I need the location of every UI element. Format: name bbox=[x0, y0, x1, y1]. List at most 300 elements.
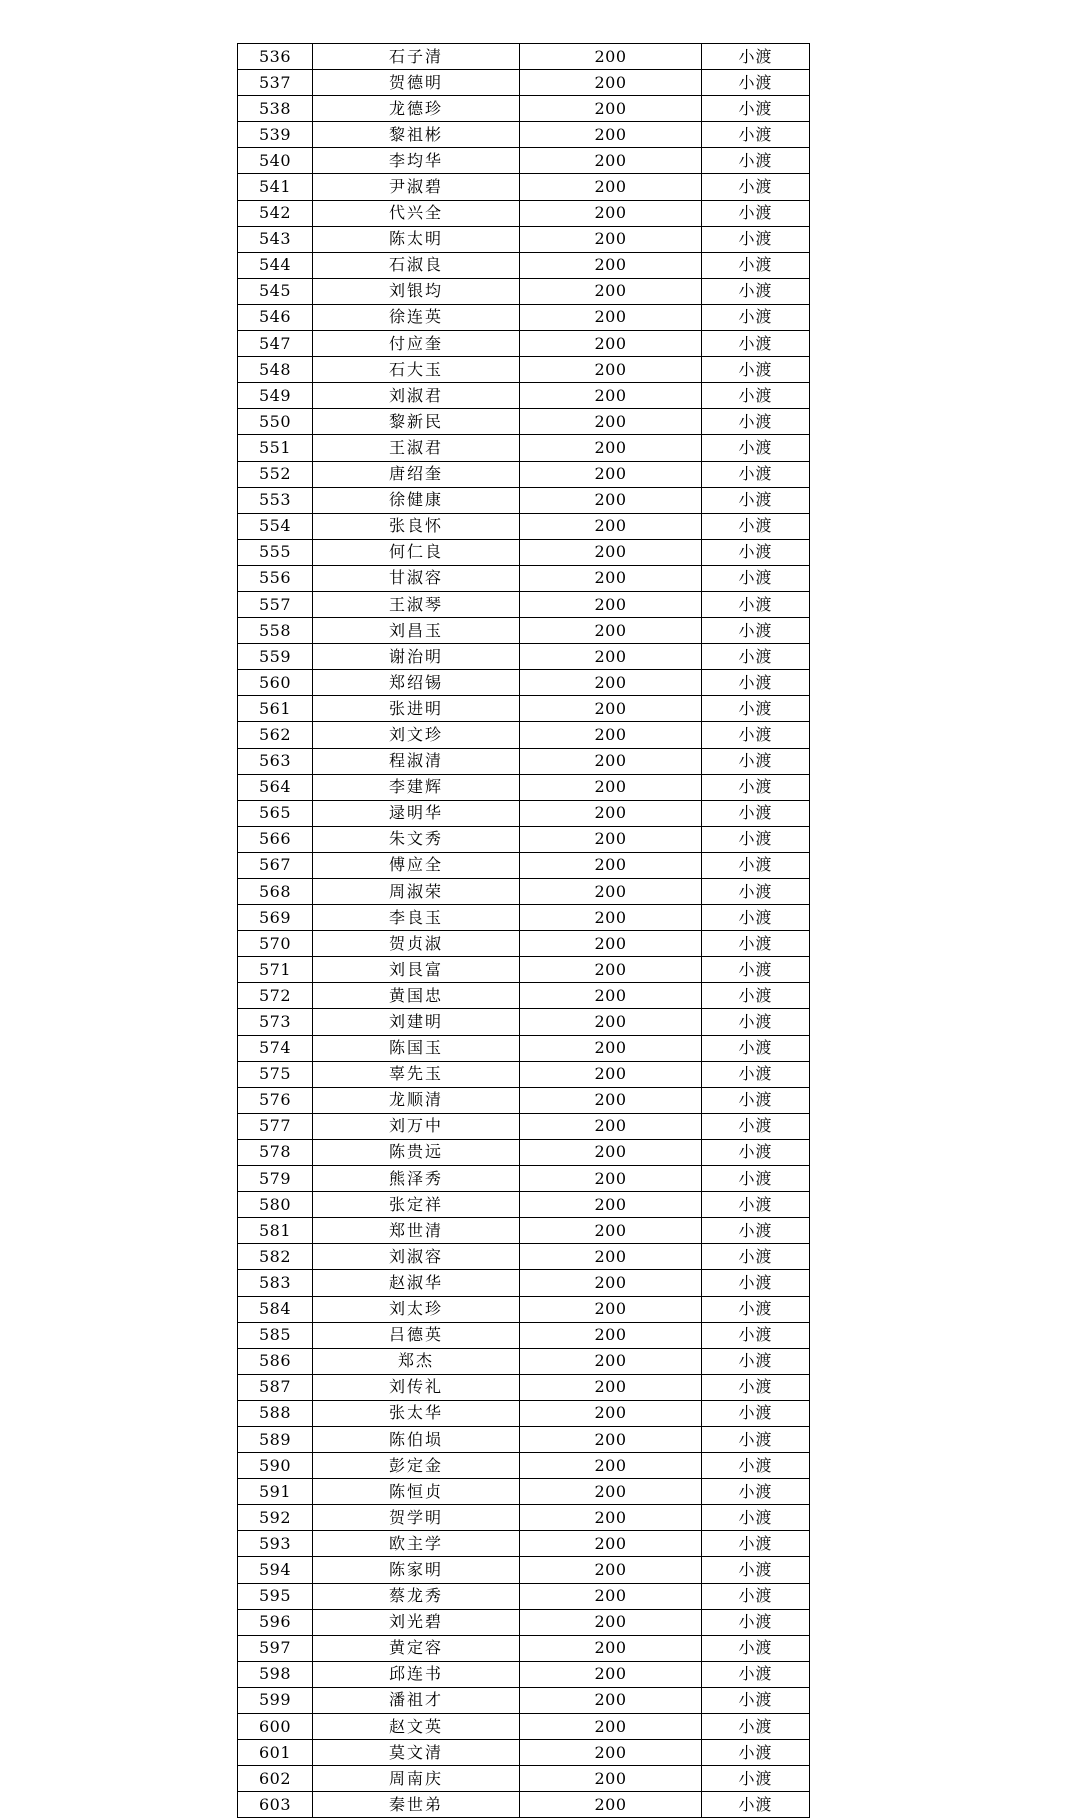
row-amount: 200 bbox=[520, 591, 702, 617]
row-place: 小渡 bbox=[702, 461, 810, 487]
row-index: 564 bbox=[238, 774, 313, 800]
row-name: 李建辉 bbox=[313, 774, 520, 800]
row-name: 陈家明 bbox=[313, 1557, 520, 1583]
table-row bbox=[238, 722, 810, 748]
row-name: 王淑君 bbox=[313, 435, 520, 461]
row-place: 小渡 bbox=[702, 200, 810, 226]
row-index: 545 bbox=[238, 278, 313, 304]
table-row bbox=[238, 696, 810, 722]
row-amount: 200 bbox=[520, 905, 702, 931]
row-index: 557 bbox=[238, 591, 313, 617]
row-amount: 200 bbox=[520, 1322, 702, 1348]
row-amount: 200 bbox=[520, 226, 702, 252]
row-index: 578 bbox=[238, 1139, 313, 1165]
row-place: 小渡 bbox=[702, 1557, 810, 1583]
row-index: 540 bbox=[238, 148, 313, 174]
table-row bbox=[238, 357, 810, 383]
row-place: 小渡 bbox=[702, 983, 810, 1009]
row-amount: 200 bbox=[520, 1374, 702, 1400]
row-name: 刘淑容 bbox=[313, 1244, 520, 1270]
row-amount: 200 bbox=[520, 670, 702, 696]
row-index: 600 bbox=[238, 1714, 313, 1740]
table-row bbox=[238, 957, 810, 983]
table-row bbox=[238, 1218, 810, 1244]
row-index: 595 bbox=[238, 1583, 313, 1609]
row-name: 唐绍奎 bbox=[313, 461, 520, 487]
row-index: 536 bbox=[238, 44, 313, 70]
row-name: 周淑荣 bbox=[313, 879, 520, 905]
row-index: 566 bbox=[238, 826, 313, 852]
row-name: 贺学明 bbox=[313, 1505, 520, 1531]
row-name: 欧主学 bbox=[313, 1531, 520, 1557]
table-row bbox=[238, 1740, 810, 1766]
row-name: 贺德明 bbox=[313, 70, 520, 96]
row-index: 576 bbox=[238, 1087, 313, 1113]
row-index: 570 bbox=[238, 931, 313, 957]
row-amount: 200 bbox=[520, 1348, 702, 1374]
row-index: 537 bbox=[238, 70, 313, 96]
row-amount: 200 bbox=[520, 1583, 702, 1609]
row-name: 甘淑容 bbox=[313, 565, 520, 591]
row-name: 陈恒贞 bbox=[313, 1479, 520, 1505]
row-amount: 200 bbox=[520, 357, 702, 383]
table-row bbox=[238, 1270, 810, 1296]
row-name: 辜先玉 bbox=[313, 1061, 520, 1087]
table-row bbox=[238, 1531, 810, 1557]
row-name: 程淑清 bbox=[313, 748, 520, 774]
row-place: 小渡 bbox=[702, 96, 810, 122]
row-place: 小渡 bbox=[702, 618, 810, 644]
row-index: 603 bbox=[238, 1792, 313, 1818]
table-row bbox=[238, 670, 810, 696]
table-row bbox=[238, 983, 810, 1009]
row-place: 小渡 bbox=[702, 1609, 810, 1635]
row-index: 561 bbox=[238, 696, 313, 722]
row-place: 小渡 bbox=[702, 1740, 810, 1766]
row-amount: 200 bbox=[520, 435, 702, 461]
row-name: 陈国玉 bbox=[313, 1035, 520, 1061]
row-index: 542 bbox=[238, 200, 313, 226]
donation-table bbox=[237, 43, 810, 1818]
row-index: 551 bbox=[238, 435, 313, 461]
table-row bbox=[238, 304, 810, 330]
row-name: 秦世弟 bbox=[313, 1792, 520, 1818]
row-amount: 200 bbox=[520, 1296, 702, 1322]
table-row bbox=[238, 1792, 810, 1818]
row-place: 小渡 bbox=[702, 487, 810, 513]
row-place: 小渡 bbox=[702, 591, 810, 617]
row-place: 小渡 bbox=[702, 174, 810, 200]
row-amount: 200 bbox=[520, 618, 702, 644]
row-index: 580 bbox=[238, 1192, 313, 1218]
row-index: 554 bbox=[238, 513, 313, 539]
row-index: 577 bbox=[238, 1113, 313, 1139]
row-index: 589 bbox=[238, 1426, 313, 1452]
row-index: 572 bbox=[238, 983, 313, 1009]
row-amount: 200 bbox=[520, 983, 702, 1009]
table-row bbox=[238, 1400, 810, 1426]
table-row bbox=[238, 852, 810, 878]
table-row bbox=[238, 826, 810, 852]
row-place: 小渡 bbox=[702, 1296, 810, 1322]
row-amount: 200 bbox=[520, 852, 702, 878]
table-row bbox=[238, 1296, 810, 1322]
row-place: 小渡 bbox=[702, 1687, 810, 1713]
table-row bbox=[238, 1166, 810, 1192]
table-row bbox=[238, 1374, 810, 1400]
table-row bbox=[238, 96, 810, 122]
row-name: 邱连书 bbox=[313, 1661, 520, 1687]
table-row bbox=[238, 931, 810, 957]
row-place: 小渡 bbox=[702, 1139, 810, 1165]
row-place: 小渡 bbox=[702, 1400, 810, 1426]
row-place: 小渡 bbox=[702, 357, 810, 383]
row-amount: 200 bbox=[520, 1061, 702, 1087]
row-index: 592 bbox=[238, 1505, 313, 1531]
row-name: 潘祖才 bbox=[313, 1687, 520, 1713]
row-name: 谢治明 bbox=[313, 644, 520, 670]
row-name: 刘文珍 bbox=[313, 722, 520, 748]
row-name: 赵文英 bbox=[313, 1714, 520, 1740]
row-amount: 200 bbox=[520, 1740, 702, 1766]
row-amount: 200 bbox=[520, 148, 702, 174]
row-place: 小渡 bbox=[702, 931, 810, 957]
row-amount: 200 bbox=[520, 1792, 702, 1818]
row-name: 蔡龙秀 bbox=[313, 1583, 520, 1609]
row-place: 小渡 bbox=[702, 1531, 810, 1557]
row-name: 李良玉 bbox=[313, 905, 520, 931]
row-place: 小渡 bbox=[702, 1270, 810, 1296]
table-row bbox=[238, 252, 810, 278]
table-row bbox=[238, 122, 810, 148]
row-name: 陈伯埙 bbox=[313, 1426, 520, 1452]
row-place: 小渡 bbox=[702, 852, 810, 878]
row-index: 538 bbox=[238, 96, 313, 122]
row-amount: 200 bbox=[520, 174, 702, 200]
row-place: 小渡 bbox=[702, 148, 810, 174]
table-body bbox=[238, 44, 810, 1818]
row-index: 573 bbox=[238, 1009, 313, 1035]
row-name: 徐连英 bbox=[313, 304, 520, 330]
row-amount: 200 bbox=[520, 1661, 702, 1687]
row-amount: 200 bbox=[520, 1609, 702, 1635]
row-name: 陈贵远 bbox=[313, 1139, 520, 1165]
row-amount: 200 bbox=[520, 70, 702, 96]
row-name: 朱文秀 bbox=[313, 826, 520, 852]
row-place: 小渡 bbox=[702, 800, 810, 826]
table-row bbox=[238, 1009, 810, 1035]
table-row bbox=[238, 278, 810, 304]
row-place: 小渡 bbox=[702, 826, 810, 852]
table-row bbox=[238, 774, 810, 800]
row-amount: 200 bbox=[520, 1687, 702, 1713]
table-row bbox=[238, 383, 810, 409]
table-row bbox=[238, 1426, 810, 1452]
row-amount: 200 bbox=[520, 1453, 702, 1479]
row-name: 张太华 bbox=[313, 1400, 520, 1426]
table-row bbox=[238, 1192, 810, 1218]
row-name: 刘建明 bbox=[313, 1009, 520, 1035]
table-row bbox=[238, 1113, 810, 1139]
table-row bbox=[238, 70, 810, 96]
row-index: 556 bbox=[238, 565, 313, 591]
row-name: 刘万中 bbox=[313, 1113, 520, 1139]
row-place: 小渡 bbox=[702, 565, 810, 591]
row-index: 552 bbox=[238, 461, 313, 487]
row-name: 张进明 bbox=[313, 696, 520, 722]
row-name: 张良怀 bbox=[313, 513, 520, 539]
row-amount: 200 bbox=[520, 565, 702, 591]
row-name: 刘传礼 bbox=[313, 1374, 520, 1400]
row-index: 558 bbox=[238, 618, 313, 644]
row-name: 郑杰 bbox=[313, 1348, 520, 1374]
row-amount: 200 bbox=[520, 513, 702, 539]
row-amount: 200 bbox=[520, 931, 702, 957]
row-place: 小渡 bbox=[702, 879, 810, 905]
row-name: 何仁良 bbox=[313, 539, 520, 565]
row-index: 571 bbox=[238, 957, 313, 983]
row-amount: 200 bbox=[520, 1766, 702, 1792]
row-index: 599 bbox=[238, 1687, 313, 1713]
table-row bbox=[238, 879, 810, 905]
row-amount: 200 bbox=[520, 826, 702, 852]
row-amount: 200 bbox=[520, 539, 702, 565]
row-place: 小渡 bbox=[702, 1009, 810, 1035]
row-index: 585 bbox=[238, 1322, 313, 1348]
row-amount: 200 bbox=[520, 1113, 702, 1139]
row-amount: 200 bbox=[520, 1218, 702, 1244]
row-index: 586 bbox=[238, 1348, 313, 1374]
row-index: 591 bbox=[238, 1479, 313, 1505]
row-name: 龙顺清 bbox=[313, 1087, 520, 1113]
row-place: 小渡 bbox=[702, 722, 810, 748]
row-index: 579 bbox=[238, 1166, 313, 1192]
row-name: 王淑琴 bbox=[313, 591, 520, 617]
row-amount: 200 bbox=[520, 1714, 702, 1740]
table-row bbox=[238, 1061, 810, 1087]
row-place: 小渡 bbox=[702, 1348, 810, 1374]
row-name: 尹淑碧 bbox=[313, 174, 520, 200]
row-name: 熊泽秀 bbox=[313, 1166, 520, 1192]
row-amount: 200 bbox=[520, 957, 702, 983]
table-row bbox=[238, 487, 810, 513]
row-index: 562 bbox=[238, 722, 313, 748]
row-name: 刘光碧 bbox=[313, 1609, 520, 1635]
row-index: 543 bbox=[238, 226, 313, 252]
row-place: 小渡 bbox=[702, 226, 810, 252]
row-index: 563 bbox=[238, 748, 313, 774]
table-row bbox=[238, 1557, 810, 1583]
table-row bbox=[238, 226, 810, 252]
row-place: 小渡 bbox=[702, 44, 810, 70]
row-amount: 200 bbox=[520, 1400, 702, 1426]
row-amount: 200 bbox=[520, 1087, 702, 1113]
table-row bbox=[238, 1348, 810, 1374]
row-amount: 200 bbox=[520, 1479, 702, 1505]
row-index: 590 bbox=[238, 1453, 313, 1479]
row-index: 546 bbox=[238, 304, 313, 330]
row-name: 刘淑君 bbox=[313, 383, 520, 409]
row-amount: 200 bbox=[520, 96, 702, 122]
row-place: 小渡 bbox=[702, 1218, 810, 1244]
row-place: 小渡 bbox=[702, 1426, 810, 1452]
row-index: 582 bbox=[238, 1244, 313, 1270]
row-amount: 200 bbox=[520, 278, 702, 304]
table-row bbox=[238, 565, 810, 591]
table-row bbox=[238, 1661, 810, 1687]
table-row bbox=[238, 591, 810, 617]
row-place: 小渡 bbox=[702, 1061, 810, 1087]
table-row bbox=[238, 1453, 810, 1479]
table-row bbox=[238, 539, 810, 565]
row-place: 小渡 bbox=[702, 1714, 810, 1740]
row-place: 小渡 bbox=[702, 278, 810, 304]
row-place: 小渡 bbox=[702, 1322, 810, 1348]
row-place: 小渡 bbox=[702, 905, 810, 931]
row-name: 赵淑华 bbox=[313, 1270, 520, 1296]
row-index: 547 bbox=[238, 331, 313, 357]
row-amount: 200 bbox=[520, 487, 702, 513]
row-amount: 200 bbox=[520, 1635, 702, 1661]
row-place: 小渡 bbox=[702, 409, 810, 435]
row-index: 593 bbox=[238, 1531, 313, 1557]
row-name: 黄定容 bbox=[313, 1635, 520, 1661]
table-row bbox=[238, 1766, 810, 1792]
row-amount: 200 bbox=[520, 331, 702, 357]
table-row bbox=[238, 618, 810, 644]
row-place: 小渡 bbox=[702, 1479, 810, 1505]
row-place: 小渡 bbox=[702, 539, 810, 565]
row-name: 黎新民 bbox=[313, 409, 520, 435]
row-index: 601 bbox=[238, 1740, 313, 1766]
table-row bbox=[238, 1139, 810, 1165]
data-table-container bbox=[237, 43, 809, 1818]
row-name: 石大玉 bbox=[313, 357, 520, 383]
row-index: 548 bbox=[238, 357, 313, 383]
row-index: 568 bbox=[238, 879, 313, 905]
row-index: 553 bbox=[238, 487, 313, 513]
row-index: 550 bbox=[238, 409, 313, 435]
row-amount: 200 bbox=[520, 1139, 702, 1165]
table-row bbox=[238, 1583, 810, 1609]
row-amount: 200 bbox=[520, 748, 702, 774]
row-amount: 200 bbox=[520, 252, 702, 278]
row-index: 541 bbox=[238, 174, 313, 200]
row-place: 小渡 bbox=[702, 644, 810, 670]
row-place: 小渡 bbox=[702, 1087, 810, 1113]
table-row bbox=[238, 1035, 810, 1061]
row-amount: 200 bbox=[520, 722, 702, 748]
row-name: 彭定金 bbox=[313, 1453, 520, 1479]
row-index: 588 bbox=[238, 1400, 313, 1426]
row-name: 逯明华 bbox=[313, 800, 520, 826]
row-place: 小渡 bbox=[702, 1453, 810, 1479]
row-index: 598 bbox=[238, 1661, 313, 1687]
row-amount: 200 bbox=[520, 1035, 702, 1061]
row-index: 602 bbox=[238, 1766, 313, 1792]
row-name: 石淑良 bbox=[313, 252, 520, 278]
row-name: 徐健康 bbox=[313, 487, 520, 513]
row-name: 贺贞淑 bbox=[313, 931, 520, 957]
row-name: 张定祥 bbox=[313, 1192, 520, 1218]
table-row bbox=[238, 1714, 810, 1740]
row-name: 吕德英 bbox=[313, 1322, 520, 1348]
row-index: 569 bbox=[238, 905, 313, 931]
row-index: 549 bbox=[238, 383, 313, 409]
table-row bbox=[238, 44, 810, 70]
row-place: 小渡 bbox=[702, 1192, 810, 1218]
row-amount: 200 bbox=[520, 1009, 702, 1035]
row-amount: 200 bbox=[520, 1505, 702, 1531]
row-name: 陈太明 bbox=[313, 226, 520, 252]
row-name: 郑世清 bbox=[313, 1218, 520, 1244]
row-place: 小渡 bbox=[702, 1113, 810, 1139]
row-index: 596 bbox=[238, 1609, 313, 1635]
row-index: 539 bbox=[238, 122, 313, 148]
row-amount: 200 bbox=[520, 696, 702, 722]
row-amount: 200 bbox=[520, 1270, 702, 1296]
row-name: 傅应全 bbox=[313, 852, 520, 878]
row-index: 544 bbox=[238, 252, 313, 278]
row-amount: 200 bbox=[520, 644, 702, 670]
row-index: 584 bbox=[238, 1296, 313, 1322]
row-amount: 200 bbox=[520, 409, 702, 435]
table-row bbox=[238, 800, 810, 826]
row-name: 莫文清 bbox=[313, 1740, 520, 1766]
row-index: 567 bbox=[238, 852, 313, 878]
row-place: 小渡 bbox=[702, 70, 810, 96]
row-name: 黄国忠 bbox=[313, 983, 520, 1009]
row-place: 小渡 bbox=[702, 1635, 810, 1661]
row-place: 小渡 bbox=[702, 748, 810, 774]
row-name: 周南庆 bbox=[313, 1766, 520, 1792]
row-amount: 200 bbox=[520, 200, 702, 226]
table-row bbox=[238, 148, 810, 174]
row-index: 575 bbox=[238, 1061, 313, 1087]
table-row bbox=[238, 644, 810, 670]
row-name: 付应奎 bbox=[313, 331, 520, 357]
row-amount: 200 bbox=[520, 774, 702, 800]
table-row bbox=[238, 513, 810, 539]
table-row bbox=[238, 461, 810, 487]
row-place: 小渡 bbox=[702, 957, 810, 983]
row-place: 小渡 bbox=[702, 1583, 810, 1609]
row-amount: 200 bbox=[520, 44, 702, 70]
row-place: 小渡 bbox=[702, 252, 810, 278]
table-row bbox=[238, 1505, 810, 1531]
row-place: 小渡 bbox=[702, 304, 810, 330]
row-index: 587 bbox=[238, 1374, 313, 1400]
row-amount: 200 bbox=[520, 1557, 702, 1583]
row-place: 小渡 bbox=[702, 1661, 810, 1687]
row-place: 小渡 bbox=[702, 696, 810, 722]
table-row bbox=[238, 174, 810, 200]
table-row bbox=[238, 409, 810, 435]
table-row bbox=[238, 1635, 810, 1661]
row-name: 刘昌玉 bbox=[313, 618, 520, 644]
row-place: 小渡 bbox=[702, 1766, 810, 1792]
table-row bbox=[238, 1244, 810, 1270]
row-place: 小渡 bbox=[702, 383, 810, 409]
row-place: 小渡 bbox=[702, 1505, 810, 1531]
table-row bbox=[238, 200, 810, 226]
row-index: 565 bbox=[238, 800, 313, 826]
table-row bbox=[238, 1087, 810, 1113]
row-place: 小渡 bbox=[702, 1792, 810, 1818]
row-amount: 200 bbox=[520, 1166, 702, 1192]
row-index: 583 bbox=[238, 1270, 313, 1296]
table-row bbox=[238, 748, 810, 774]
